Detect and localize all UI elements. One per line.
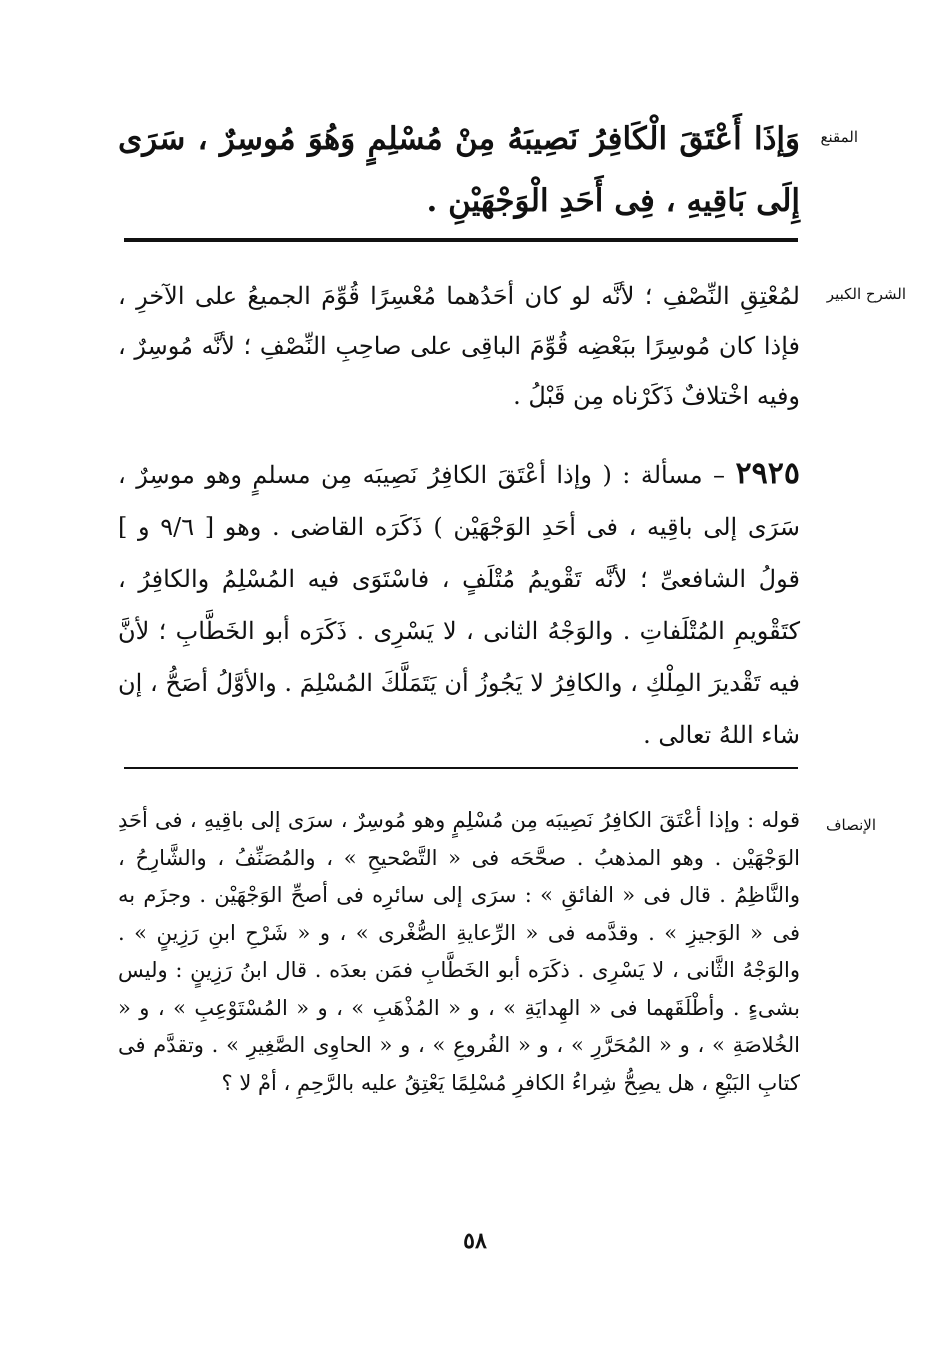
label-muqni: المقنع — [820, 128, 858, 146]
thick-divider — [124, 238, 798, 242]
sharh-text: لمُعْتِقِ النِّصْفِ ؛ لأنَّه لو كان أحَدُهما مُعْسِرًا قُوِّمَ الجميعُ على الآخرِ ، فإذا كان مُوسِرًا ببَعْضِه قُوِّمَ الباقِى على صاحِبِ النِّصْفِ ؛ لأنَّه مُوسِرٌ ، وفيه اخْتلافٌ ذَكَرْناه مِن قَبْلُ . — [118, 282, 800, 410]
masala-number: ٢٩٢٥ — [735, 456, 800, 491]
label-sharh-kabir: الشرح الكبير — [826, 285, 906, 303]
page-number: ٥٨ — [463, 1228, 487, 1254]
masala-block — [118, 448, 800, 761]
muqni-text: وَإذَا أَعْتَقَ الْكَافِرُ نَصِيبَهُ مِنْ مُسْلِمٍ وَهُوَ مُوسِرٌ ، سَرَى إِلَى بَاقِيهِ ، فِى أَحَدِ الْوَجْهَيْنِ . — [118, 121, 800, 219]
insaf-text: قوله : وإذا أعْتَقَ الكافِرُ نَصِيبَه مِن مُسْلِمٍ وهو مُوسِرٌ ، سرَى إلى باقِيهِ ، فى أحَدِ الوَجْهَيْن . وهو المذهبُ . صحَّحَه فى « التَّصْحيحِ » ، والمُصَنِّفُ ، والشَّارِحُ ، والنَّاظِمُ . قال فى « الفائقِ » : سرَى إلى سائرِه فى أصحِّ الوَجْهَيْن . وجزَم به فى « الوَجيزِ » . وقدَّمه فى « الرِّعايةِ الصُّغْرى » ، و « شَرْحِ ابنِ رَزِينٍ » . والوَجْهُ الثَّانى ، لا يَسْرِى . ذكَرَه أبو الخَطَّابِ فمَن بعدَه . قال ابنُ رَزِينٍ : وليس بشىءٍ . وأطْلَقَهما فى « الهِدايَةِ » ، و « المُذْهَبِ » ، و « المُسْتَوْعِبِ » ، و « الخُلاصَةِ » ، و « المُحَرَّرِ » ، و « الفُروعِ » ، و « الحاوِى الصَّغِيرِ » . وتقدَّم فى كتابِ البَيْعِ ، هل يصِحُّ شِراءُ الكافرِ مُسْلِمًا يَعْتِقُ عليه بالرَّحِمِ ، أمْ لا ؟ — [118, 808, 800, 1095]
thin-divider — [124, 767, 798, 769]
label-insaf: الإنصاف — [825, 816, 876, 834]
masala-text: – مسألة : ( وإذا أعْتَقَ الكافِرُ نَصِيبَه مِن مسلمٍ وهو موسِرٌ ، سَرَى إلى باقِيه ، فى أحَدِ الوَجْهَيْن ) ذَكَرَه القاضى . وهو [ ٩/٦ و ] قولُ الشافعىِّ ؛ لأنَّه تَقْويمُ مُتْلَفٍ ، فاسْتَوَى فيه المُسْلِمُ والكافِرُ ، كتَقْويمِ المُتْلَفاتِ . والوَجْهُ الثانى ، لا يَسْرِى . ذَكَرَه أبو الخَطَّابِ ؛ لأنَّ فيه تَقْديرَ المِلْكِ ، والكافِرُ لا يَجُوزُ أن يَتَمَلَّكَ المُسْلِمَ . والأوَّلُ أصَحُّ ، إن شاء اللهُ تعالى . — [118, 461, 800, 749]
